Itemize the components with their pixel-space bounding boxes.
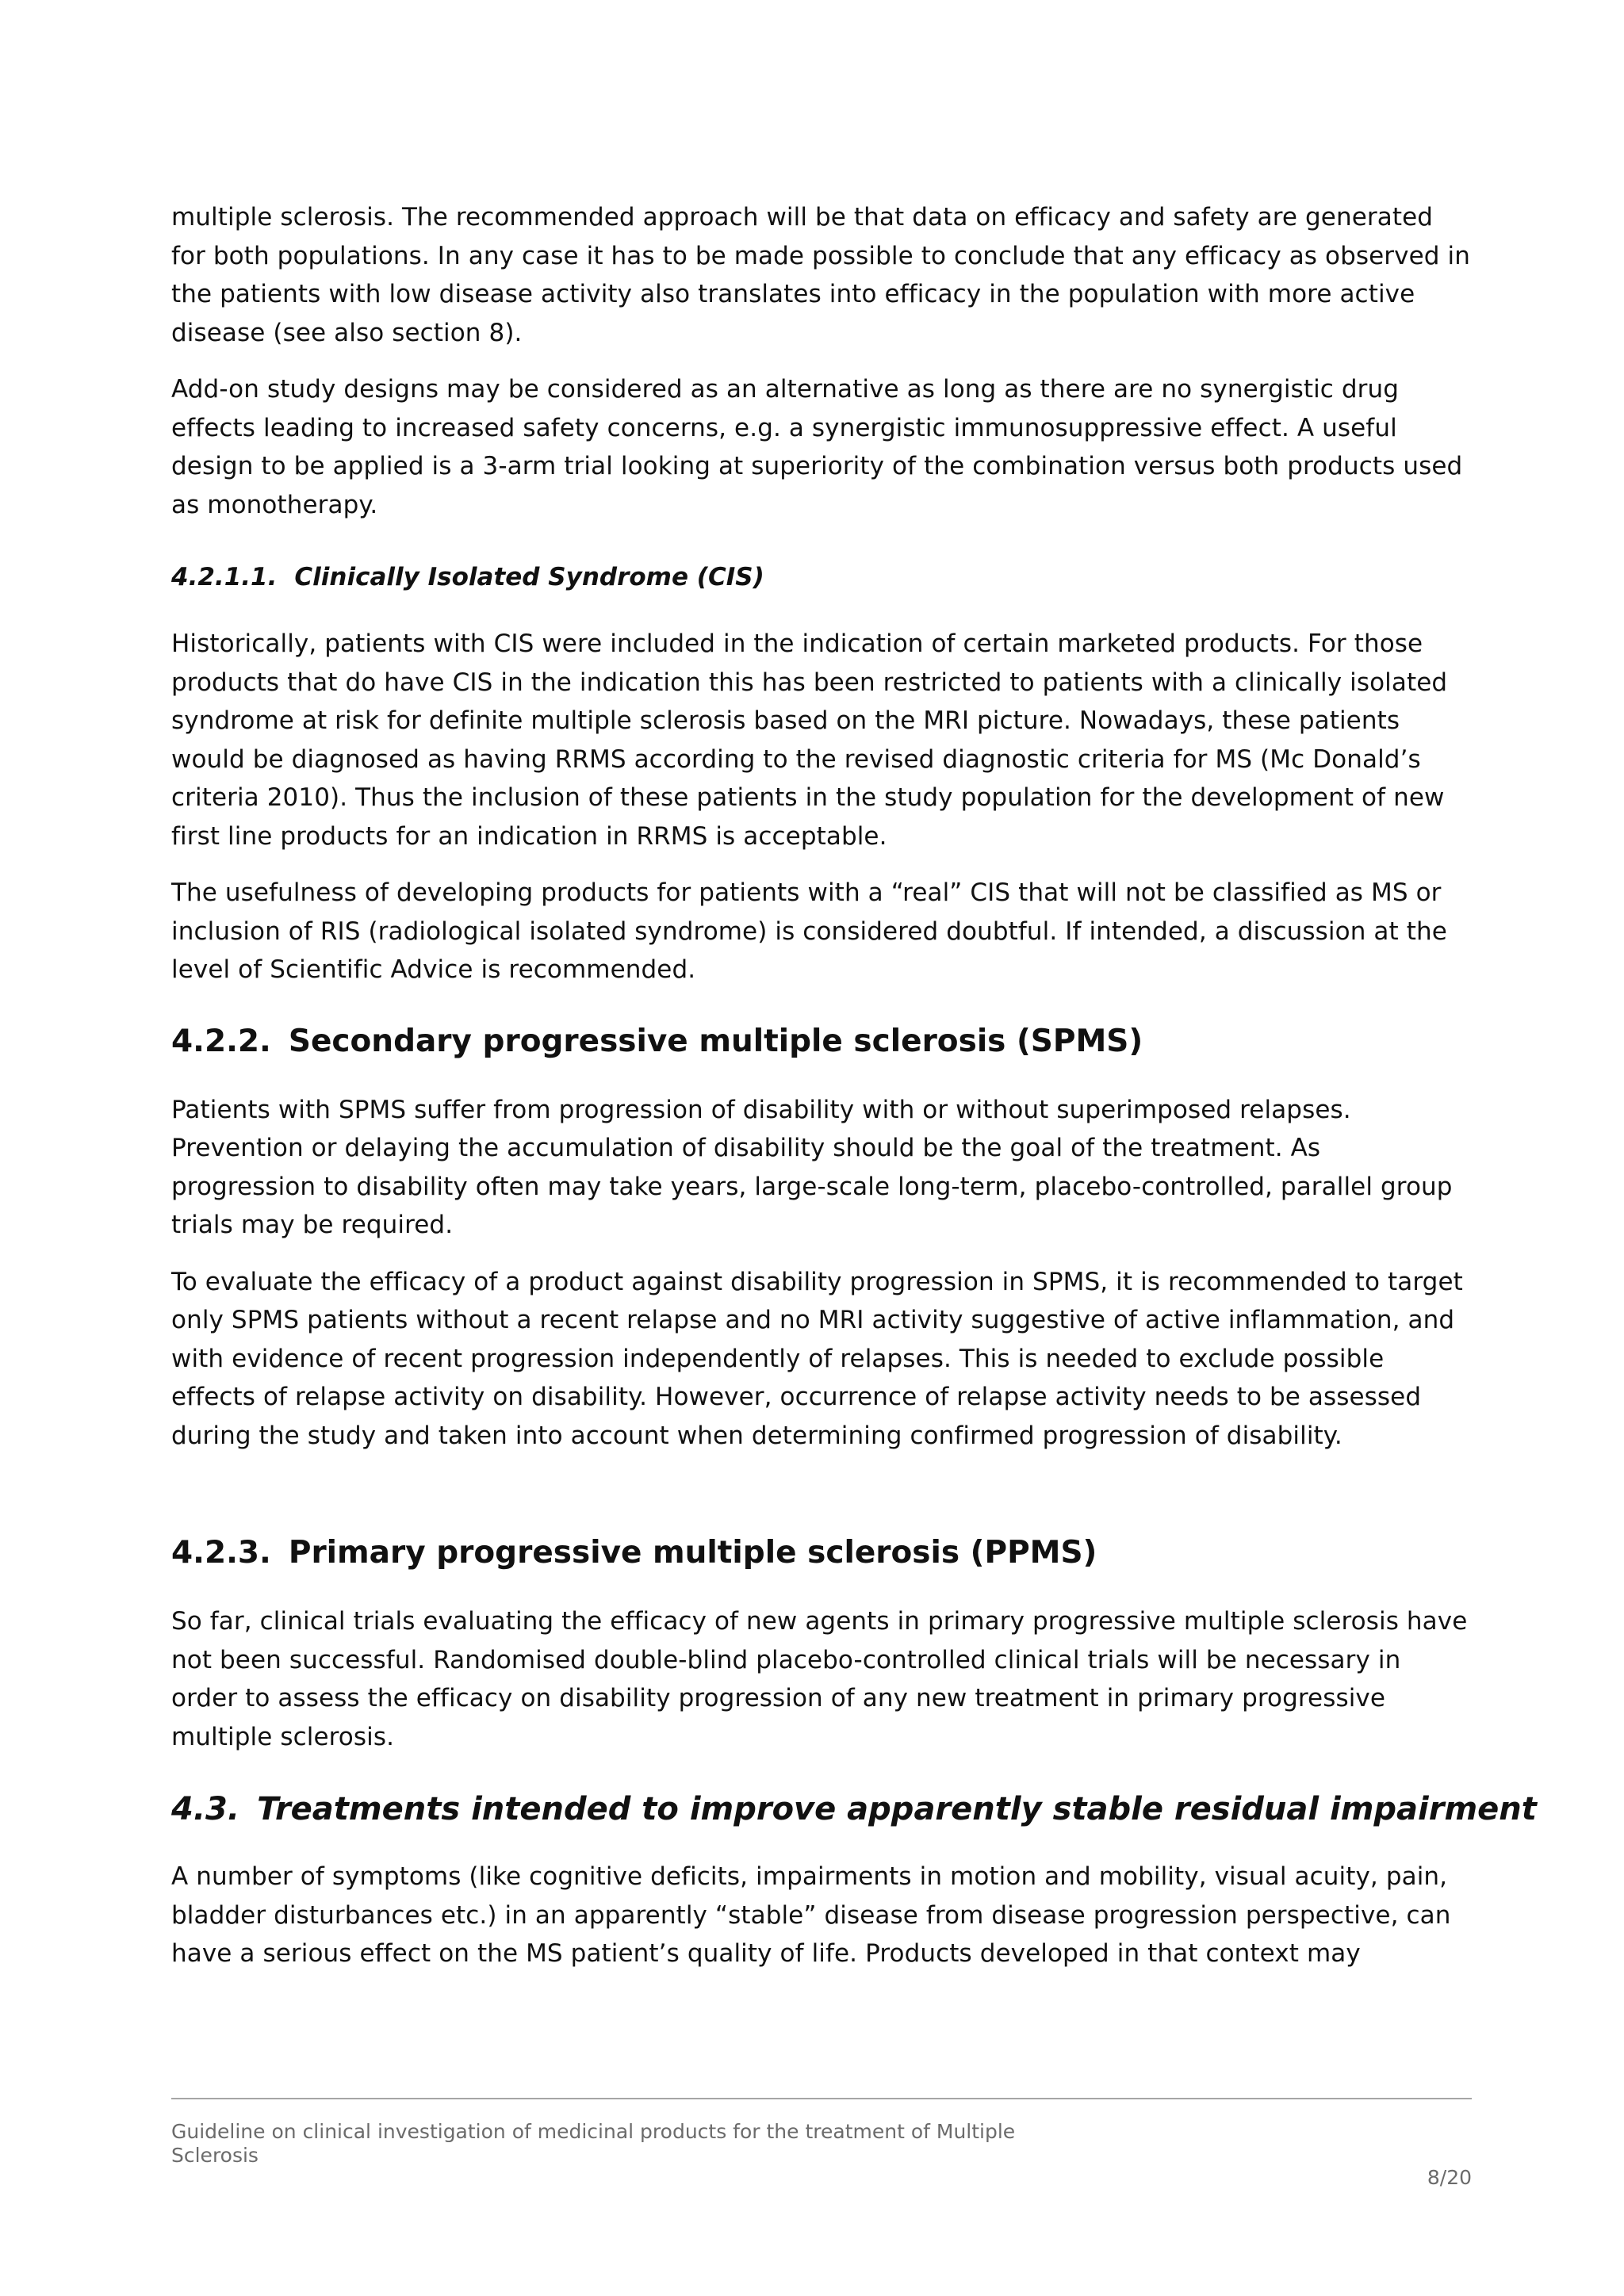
- heading-title: Secondary progressive multiple sclerosis (SPMS): [288, 1023, 1143, 1059]
- paragraph: Historically, patients with CIS were included in the indication of certain marketed products. For those products that do have CIS in the indication this has been restricted to patients with a clinically isolated syndrome at risk for definite multiple sclerosis based on the MRI picture. Nowadays, these patients would be diagnosed as having RRMS according to the revised diagnostic criteria for MS (Mc Donald’s criteria 2010). Thus the inclusion of these patients in the study population for the development of new first line products for an indication in RRMS is acceptable.: [171, 629, 1448, 851]
- paragraph: Patients with SPMS suffer from progression of disability with or without superimposed relapses. Prevention or delaying the accumulation of disability should be the goal of the treatment. As progression to disability often may take years, large-scale long-term, placebo-controlled, parallel group trials may be required.: [171, 1095, 1453, 1239]
- heading-title: Treatments intended to improve apparently stable residual impairment: [257, 1791, 1537, 1827]
- heading-4-3: [171, 1789, 1537, 1829]
- paragraph: A number of symptoms (like cognitive deficits, impairments in motion and mobility, visual acuity, pain, bladder disturbances etc.) in an apparently “stable” disease from disease progression perspective, can have a serious effect on the MS patient’s quality of life. Products developed in that context may: [171, 1862, 1451, 1968]
- page-footer: [171, 2098, 1472, 2190]
- heading-number: 4.3.: [171, 1791, 240, 1827]
- document-body: [171, 198, 1537, 1992]
- page-number: 8/20: [1427, 2166, 1472, 2189]
- heading-cis: [171, 561, 1472, 593]
- footer-document-title: Guideline on clinical investigation of medicinal products for the treatment of Multiple Sclerosis: [171, 2120, 1016, 2167]
- footer-divider: [171, 2098, 1472, 2099]
- paragraph: Add-on study designs may be considered as an alternative as long as there are no synergistic drug effects leading to increased safety concerns, e.g. a synergistic immunosuppressive effect. A useful design to be applied is a 3-arm trial looking at superiority of the combination versus both products used as monotherapy.: [171, 375, 1463, 519]
- paragraph: multiple sclerosis. The recommended approach will be that data on efficacy and safety are generated for both populations. In any case it has to be made possible to conclude that any efficacy as observed in the patients with low disease activity also translates into efficacy in the population with more active disease (see also section 8).: [171, 203, 1470, 347]
- paragraph: So far, clinical trials evaluating the efficacy of new agents in primary progressive multiple sclerosis have not been successful. Randomised double-blind placebo-controlled clinical trials will be necessary in order to assess the efficacy on disability progression of any new treatment in primary progressive multiple sclerosis.: [171, 1607, 1468, 1751]
- paragraph: To evaluate the efficacy of a product against disability progression in SPMS, it is recommended to target only SPMS patients without a recent relapse and no MRI activity suggestive of active inflammation, and with evidence of recent progression independently of relapses. This is needed to exclude possible effects of relapse activity on disability. However, occurrence of relapse activity needs to be assessed during the study and taken into account when determining confirmed progression of disability.: [171, 1267, 1463, 1450]
- paragraph: The usefulness of developing products for patients with a “real” CIS that will not be classified as MS or inclusion of RIS (radiological isolated syndrome) is considered doubtful. If intended, a discussion at the level of Scientific Advice is recommended.: [171, 878, 1447, 984]
- heading-title: Clinically Isolated Syndrome (CIS): [294, 563, 764, 591]
- heading-ppms: [171, 1534, 1472, 1572]
- heading-spms: [171, 1023, 1472, 1061]
- heading-title: Primary progressive multiple sclerosis (PPMS): [288, 1535, 1097, 1571]
- heading-number: 4.2.2.: [171, 1023, 271, 1059]
- heading-number: 4.2.1.1.: [171, 563, 278, 591]
- heading-number: 4.2.3.: [171, 1535, 271, 1571]
